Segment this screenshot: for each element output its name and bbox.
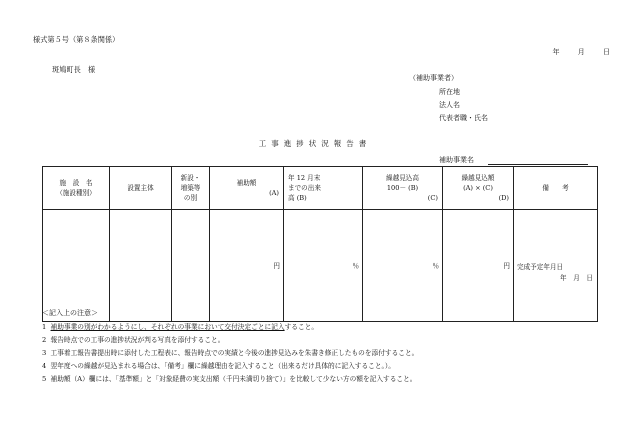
cell-subsidy-unit: 円 <box>210 210 284 322</box>
header-carryover-rate: 繰越見込高 100－ (B) (C) <box>363 167 443 210</box>
completion-date-label: 完成予定年月日 <box>517 263 564 272</box>
table-header-row <box>43 167 598 210</box>
notes-title: ＜記入上の注意＞ <box>42 309 98 317</box>
cell-carryover-amount-unit: 円 <box>443 210 514 322</box>
applicant-representative-label: 代表者職・氏名 <box>439 114 488 122</box>
header-operator: 設置主体 <box>110 167 172 210</box>
form-number: 様式第５号（第８条関係） <box>33 35 120 44</box>
applicant-address-label: 所在地 <box>439 88 460 96</box>
page-title: 工事進捗状況報告書 <box>258 139 372 148</box>
project-name-underline <box>488 164 588 165</box>
header-progress: 年 12 月末 までの出来 高 (B) <box>284 167 363 210</box>
applicant-heading: （補助事業者） <box>409 74 458 82</box>
note-item-2: 2 報告時点での工事の進捗状況が判る写真を添付すること。 <box>42 336 225 344</box>
cell-progress-unit: ％ <box>284 210 363 322</box>
header-remarks: 備 考 <box>514 167 598 210</box>
cell-carryover-rate-unit: ％ <box>363 210 443 322</box>
progress-report-table <box>42 166 598 322</box>
note-item-3: 3 工事着工報告書提出時に添付した工程表に、報告時点での実績と今後の進捗見込みを朱書き修正したものを添付すること。 <box>42 349 419 357</box>
date-month: 月 <box>577 48 585 56</box>
note-item-1: 1 補助事業の別がわかるようにし、それぞれの事業において交付決定ごとに記入すること。 <box>42 323 319 331</box>
addressee: 斑鳩町長 様 <box>52 65 96 74</box>
note-item-5: 5 補助額（A）欄には、「基準額」と「対象経費の実支出額（千円未満切り捨て）」を比較して少ない方の額を記入すること。 <box>42 375 417 383</box>
header-subsidy: 補助額 (A) <box>210 167 284 210</box>
cell-facility <box>43 210 110 322</box>
header-facility: 施 設 名 （施設種別） <box>43 167 110 210</box>
header-carryover-amount: 繰越見込額 (A) × (C) (D) <box>443 167 514 210</box>
cell-operator <box>110 210 172 322</box>
completion-date-placeholder: 年 月 日 <box>560 273 593 282</box>
report-date <box>553 49 610 56</box>
date-day: 日 <box>603 48 610 56</box>
cell-new-or-expand <box>172 210 210 322</box>
note-item-4: 4 翌年度への繰越が見込まれる場合は、「備考」欄に繰越理由を記入すること（出来るだけ具体的に記入すること。）。 <box>42 362 395 370</box>
cell-remarks <box>514 210 598 322</box>
project-name-label: 補助事業名 <box>439 156 474 164</box>
header-new-or-expand: 新設・ 増築等 の別 <box>172 167 210 210</box>
table-row <box>43 210 598 322</box>
applicant-corporation-label: 法人名 <box>439 101 460 109</box>
date-year: 年 <box>552 48 560 56</box>
